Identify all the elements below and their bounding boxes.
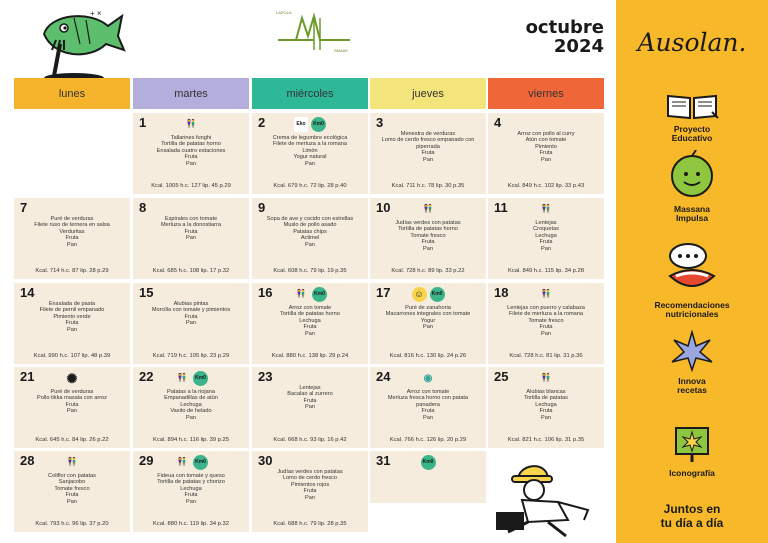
nutrition-summary: Kcal. 766 h.c. 126 lip. 20 p.29 (389, 437, 467, 443)
smiley-icon: ☺ (412, 287, 427, 302)
family-icon: 👫 (541, 204, 551, 213)
sidebar-item-label: Iconografía (669, 468, 715, 478)
diet-icons (370, 287, 486, 302)
slogan: Juntos en tu día a día (660, 502, 724, 530)
day-number: 3 (376, 115, 384, 130)
delivery-person-icon (488, 450, 604, 538)
sidebar-item-label: Recomendaciones nutricionales (654, 300, 730, 319)
menu-text: Arroz con pollo al curry Atún con tomate Pimiento Fruta Pan (517, 131, 575, 163)
day-number: 9 (258, 200, 266, 215)
day-cell (252, 198, 368, 279)
day-number: 21 (20, 369, 35, 384)
km0-badge-icon: Km0 (193, 371, 208, 386)
family-icon: 👫 (296, 289, 306, 298)
day-cell (133, 113, 249, 194)
fish-icon: ◉ (423, 373, 433, 384)
menu-text: Patatas a la riojana Empanadillas de atún Lechuga Vasito de helado Pan (164, 389, 218, 421)
sidebar-item-label: Innova recetas (677, 376, 707, 395)
family-icon: 👫 (423, 204, 433, 213)
diet-icons (133, 117, 249, 130)
menu-text: Puré de zanahoria Macarrones integrales con tomate Yogur Pan (385, 305, 471, 331)
day-number: 8 (139, 200, 147, 215)
day-cell (133, 451, 249, 532)
nutrition-summary: Kcal. 714 h.c. 87 lip. 28 p.29 (35, 268, 109, 274)
nutrition-summary: Kcal. 1005 h.c. 127 lip. 45 p.29 (151, 183, 231, 189)
day-cell (14, 198, 130, 279)
menu-text: Lentejas Croquetas Lechuga Fruta Pan (533, 220, 559, 252)
speech-mouth-icon (662, 240, 722, 296)
km0-badge-icon: Km0 (193, 455, 208, 470)
asterisk-icon (662, 330, 722, 372)
weekday-header: lunes (14, 78, 130, 109)
km0-badge-icon: Km0 (421, 455, 436, 470)
nutrition-summary: Kcal. 793 h.c. 96 lip. 37 p.20 (35, 521, 109, 527)
day-number: 1 (139, 115, 147, 130)
day-number: 4 (494, 115, 502, 130)
day-cell (488, 113, 604, 194)
day-number: 25 (494, 369, 509, 384)
menu-text: Alubias pintas Morcilla con tomate y pimientos Fruta Pan (151, 301, 231, 327)
menu-text: Menestra de verduras Lomo de cerdo fresco empanado con piperrada Fruta Pan (381, 131, 475, 163)
diet-icons (488, 371, 604, 384)
menu-text: Tallarines funghi Tortilla de patatas horno Ensalada cuatro estaciones Fruta Pan (156, 135, 226, 167)
nutrition-summary: Kcal. 880 h.c. 138 lip. 29 p.24 (271, 353, 349, 359)
nutrition-summary: Kcal. 894 h.c. 116 lip. 39 p.25 (153, 437, 229, 443)
svg-text:+ ×: + × (90, 9, 102, 18)
day-cell (14, 367, 130, 448)
brand-logo: Ausolan. (637, 28, 747, 57)
sidebar (616, 0, 768, 543)
diet-icons (14, 455, 130, 468)
sign-icon (662, 424, 722, 464)
fish-logo-illustration (30, 4, 126, 86)
day-number: 16 (258, 285, 273, 300)
nutrition-summary: Kcal. 728 h.c. 81 lip. 31 p.36 (509, 353, 583, 359)
day-number: 10 (376, 200, 391, 215)
nutrition-summary: Kcal. 668 h.c. 93 lip. 16 p.42 (273, 437, 347, 443)
month-title: octubre (525, 17, 604, 38)
day-cell (252, 113, 368, 194)
day-cell (370, 367, 486, 448)
day-cell (370, 451, 486, 503)
day-cell (14, 451, 130, 532)
diet-icons (252, 117, 368, 132)
day-cell (370, 113, 486, 194)
sidebar-item-label: Massana Impulsa (674, 204, 710, 223)
diet-icons (370, 371, 486, 386)
day-number: 24 (376, 369, 391, 384)
day-cell (370, 198, 486, 279)
menu-text: Lentejas Bacalao al zurrero Fruta Pan (287, 385, 333, 411)
sidebar-item-innova-recetas[interactable] (616, 330, 768, 395)
day-cell (370, 283, 486, 364)
menu-text: Sopa de ave y cocido con estrellas Muslo de pollo asado Patatas chips Actimel Pan (266, 216, 354, 248)
diet-icons (252, 287, 368, 302)
apple-icon (662, 150, 722, 200)
day-cell (133, 283, 249, 364)
menu-text: Judías verdes con patatas Tortilla de patatas horno Tomate fresco Fruta Pan (395, 220, 461, 252)
menu-text: Lentejas con puerro y calabaza Filete de merluza a la romana Tomate fresco Fruta Pan (507, 305, 585, 337)
weekday-header: jueves (370, 78, 486, 109)
menu-text: Espirales con tomate Merluza a la donostiarra Fruta Pan (160, 216, 221, 242)
diet-icons (133, 455, 249, 470)
menu-text: Puré de verduras Pollo tikka masala con arroz Fruta Pan (37, 389, 107, 415)
diet-icons (133, 371, 249, 386)
nutrition-summary: Kcal. 685 h.c. 108 lip. 17 p.32 (152, 268, 230, 274)
nutrition-summary: Kcal. 880 h.c. 119 lip. 34 p.32 (153, 521, 229, 527)
day-cell (252, 283, 368, 364)
day-number: 18 (494, 285, 509, 300)
day-cell (252, 367, 368, 448)
weekday-header: viernes (488, 78, 604, 109)
day-cell (252, 451, 368, 532)
book-icon (662, 90, 722, 120)
menu-text: Fideua con tomate y queso Tortilla de patatas y chorizo Lechuga Fruta Pan (157, 473, 225, 505)
nutrition-summary: Kcal. 990 h.c. 107 lip. 48 p.39 (33, 353, 111, 359)
nutrition-summary: Kcal. 728 h.c. 89 lip. 33 p.22 (391, 268, 465, 274)
menu-text: Arroz con tomate Tortilla de patatas horno Lechuga Fruta Pan (280, 305, 340, 337)
menu-text: Ensalada de pasta Filete de pernil empanado Pimiento verde Fruta Pan (39, 301, 105, 333)
center-logo (276, 10, 352, 56)
diet-icons (370, 202, 486, 215)
diet-icons (14, 371, 130, 386)
sun-icon: ✺ (66, 371, 78, 386)
sidebar-item-label: Proyecto Educativo (671, 124, 713, 143)
nutrition-summary: Kcal. 719 h.c. 105 lip. 23 p.29 (152, 353, 230, 359)
family-icon: 👫 (177, 373, 187, 382)
weekday-header: miércoles (252, 78, 368, 109)
nutrition-summary: Kcal. 688 h.c. 79 lip. 28 p.35 (273, 521, 347, 527)
center-logo-top-text: LAPOLA (276, 10, 292, 15)
sidebar-item-iconografia[interactable] (616, 424, 768, 478)
menu-text: Crema de legumbre ecológica Filete de merluza a la romana Limón Yogur natural Pan (272, 135, 348, 167)
family-icon: 👫 (541, 289, 551, 298)
menu-text: Arroz con tomate Merluza fresca horno con patata panadera Fruta Pan (387, 389, 469, 421)
day-cell (488, 198, 604, 279)
nutrition-summary: Kcal. 645 h.c. 84 lip. 26 p.22 (35, 437, 109, 443)
day-number: 7 (20, 200, 28, 215)
day-number: 14 (20, 285, 35, 300)
year-title: 2024 (553, 36, 604, 57)
km0-badge-icon: Km0 (311, 117, 326, 132)
day-number: 28 (20, 453, 35, 468)
nutrition-summary: Kcal. 821 h.c. 106 lip. 31 p.35 (507, 437, 585, 443)
day-number: 31 (376, 453, 391, 468)
km0-badge-icon: Km0 (430, 287, 445, 302)
day-cell (133, 367, 249, 448)
delivery-illustration-cell (488, 450, 604, 531)
family-icon: 👫 (67, 457, 77, 466)
family-icon: 👫 (177, 457, 187, 466)
diet-icons (488, 202, 604, 215)
menu-text: Alubias blancas Tortilla de patatas Lechuga Fruta Pan (524, 389, 568, 421)
day-number: 15 (139, 285, 154, 300)
day-number: 17 (376, 285, 391, 300)
day-number: 2 (258, 115, 266, 130)
day-number: 23 (258, 369, 273, 384)
nutrition-summary: Kcal. 711 h.c. 78 lip. 30 p.35 (391, 183, 465, 189)
center-logo-bottom-text: SMAAK (334, 48, 349, 53)
eko-badge-icon: Eko (294, 117, 308, 132)
family-icon: 👫 (541, 373, 551, 382)
day-number: 11 (494, 200, 508, 215)
day-number: 22 (139, 369, 154, 384)
weekday-header: martes (133, 78, 249, 109)
day-cell (133, 198, 249, 279)
nutrition-summary: Kcal. 608 h.c. 79 lip. 19 p.35 (273, 268, 347, 274)
km0-badge-icon: Km0 (312, 287, 327, 302)
diet-icons (370, 455, 486, 470)
day-cell (14, 283, 130, 364)
day-cell (488, 283, 604, 364)
day-number: 29 (139, 453, 154, 468)
nutrition-summary: Kcal. 816 h.c. 130 lip. 24 p.26 (389, 353, 467, 359)
day-cell (488, 367, 604, 448)
day-number: 30 (258, 453, 273, 468)
menu-text: Coliflor con patatas Sanjacobo Tomate fresco Fruta Pan (48, 473, 96, 505)
family-icon: 👫 (186, 119, 196, 128)
nutrition-summary: Kcal. 849 h.c. 115 lip. 34 p.28 (508, 268, 584, 274)
nutrition-summary: Kcal. 849 h.c. 102 lip. 33 p.43 (507, 183, 585, 189)
menu-text: Judías verdes con patatas Lomo de cerdo fresco Pimientos rojos Fruta Pan (277, 469, 343, 501)
nutrition-summary: Kcal. 679 h.c. 72 lip. 28 p.40 (273, 183, 347, 189)
sidebar-item-massana-impulsa[interactable] (616, 150, 768, 223)
sidebar-item-recomendaciones[interactable] (616, 240, 768, 319)
diet-icons (488, 287, 604, 300)
sidebar-item-proyecto-educativo[interactable] (616, 90, 768, 143)
menu-text: Puré de verduras Filete ruso de ternera en salsa Verduritas Fruta Pan (34, 216, 110, 248)
